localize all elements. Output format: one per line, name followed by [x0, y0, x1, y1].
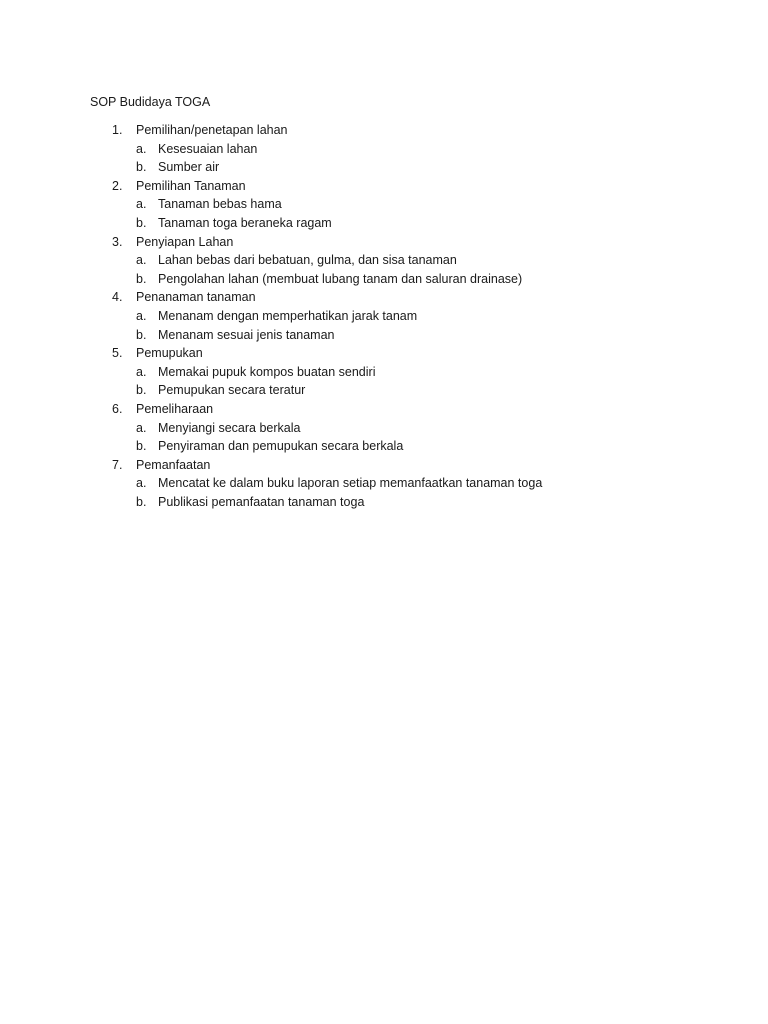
- section-2: [0, 177, 768, 196]
- section-5-item-b: [0, 381, 768, 400]
- section-3-item-a: [0, 251, 768, 270]
- section-1: [0, 121, 768, 140]
- section-label: Penyiapan Lahan: [136, 234, 234, 249]
- item-text: Pemupukan secara teratur: [158, 383, 306, 398]
- section-5: [0, 344, 768, 363]
- section-1-item-b: [0, 158, 768, 177]
- section-number: 5.: [112, 346, 123, 361]
- section-7-item-b: [0, 493, 768, 512]
- item-letter: b.: [136, 271, 147, 286]
- item-letter: a.: [136, 420, 147, 435]
- item-letter: a.: [136, 197, 147, 212]
- item-text: Pengolahan lahan (membuat lubang tanam dan saluran drainase): [158, 271, 523, 286]
- section-3: [0, 233, 768, 252]
- section-5-item-a: [0, 363, 768, 382]
- item-letter: b.: [136, 494, 147, 509]
- item-text: Lahan bebas dari bebatuan, gulma, dan sisa tanaman: [158, 253, 457, 268]
- section-label: Pemanfaatan: [136, 457, 211, 472]
- item-text: Tanaman toga beraneka ragam: [158, 215, 332, 230]
- item-letter: a.: [136, 141, 147, 156]
- section-2-item-a: [0, 195, 768, 214]
- section-label: Penanaman tanaman: [136, 290, 256, 305]
- item-letter: a.: [136, 476, 147, 491]
- section-number: 4.: [112, 290, 123, 305]
- section-label: Pemupukan: [136, 346, 203, 361]
- section-label: Pemilihan/penetapan lahan: [136, 123, 288, 137]
- item-text: Tanaman bebas hama: [158, 197, 282, 212]
- section-number: 2.: [112, 178, 123, 193]
- sop-outline: [0, 121, 768, 511]
- section-7-item-a: [0, 474, 768, 493]
- document-title: SOP Budidaya TOGA: [90, 95, 211, 109]
- section-6-item-b: [0, 437, 768, 456]
- section-2-item-b: [0, 214, 768, 233]
- section-4-item-a: [0, 307, 768, 326]
- item-text: Sumber air: [158, 160, 220, 175]
- item-text: Penyiraman dan pemupukan secara berkala: [158, 439, 404, 454]
- section-1-item-a: [0, 140, 768, 159]
- item-letter: b.: [136, 327, 147, 342]
- item-letter: b.: [136, 439, 147, 454]
- item-letter: a.: [136, 308, 147, 323]
- item-text: Memakai pupuk kompos buatan sendiri: [158, 364, 376, 379]
- section-7: [0, 456, 768, 475]
- item-text: Publikasi pemanfaatan tanaman toga: [158, 494, 365, 509]
- section-label: Pemilihan Tanaman: [136, 178, 246, 193]
- section-number: 3.: [112, 234, 123, 249]
- item-letter: b.: [136, 160, 147, 175]
- section-3-item-b: [0, 270, 768, 289]
- item-letter: b.: [136, 383, 147, 398]
- section-6: [0, 400, 768, 419]
- section-number: 7.: [112, 457, 123, 472]
- item-text: Mencatat ke dalam buku laporan setiap memanfaatkan tanaman toga: [158, 476, 543, 491]
- item-text: Menanam dengan memperhatikan jarak tanam: [158, 308, 418, 323]
- item-text: Kesesuaian lahan: [158, 141, 258, 156]
- section-4-item-b: [0, 326, 768, 345]
- item-text: Menanam sesuai jenis tanaman: [158, 327, 335, 342]
- section-number: 6.: [112, 401, 123, 416]
- item-letter: b.: [136, 215, 147, 230]
- section-4: [0, 288, 768, 307]
- item-text: Menyiangi secara berkala: [158, 420, 301, 435]
- item-letter: a.: [136, 253, 147, 268]
- section-number: 1.: [112, 123, 123, 137]
- section-label: Pemeliharaan: [136, 401, 214, 416]
- section-6-item-a: [0, 419, 768, 438]
- item-letter: a.: [136, 364, 147, 379]
